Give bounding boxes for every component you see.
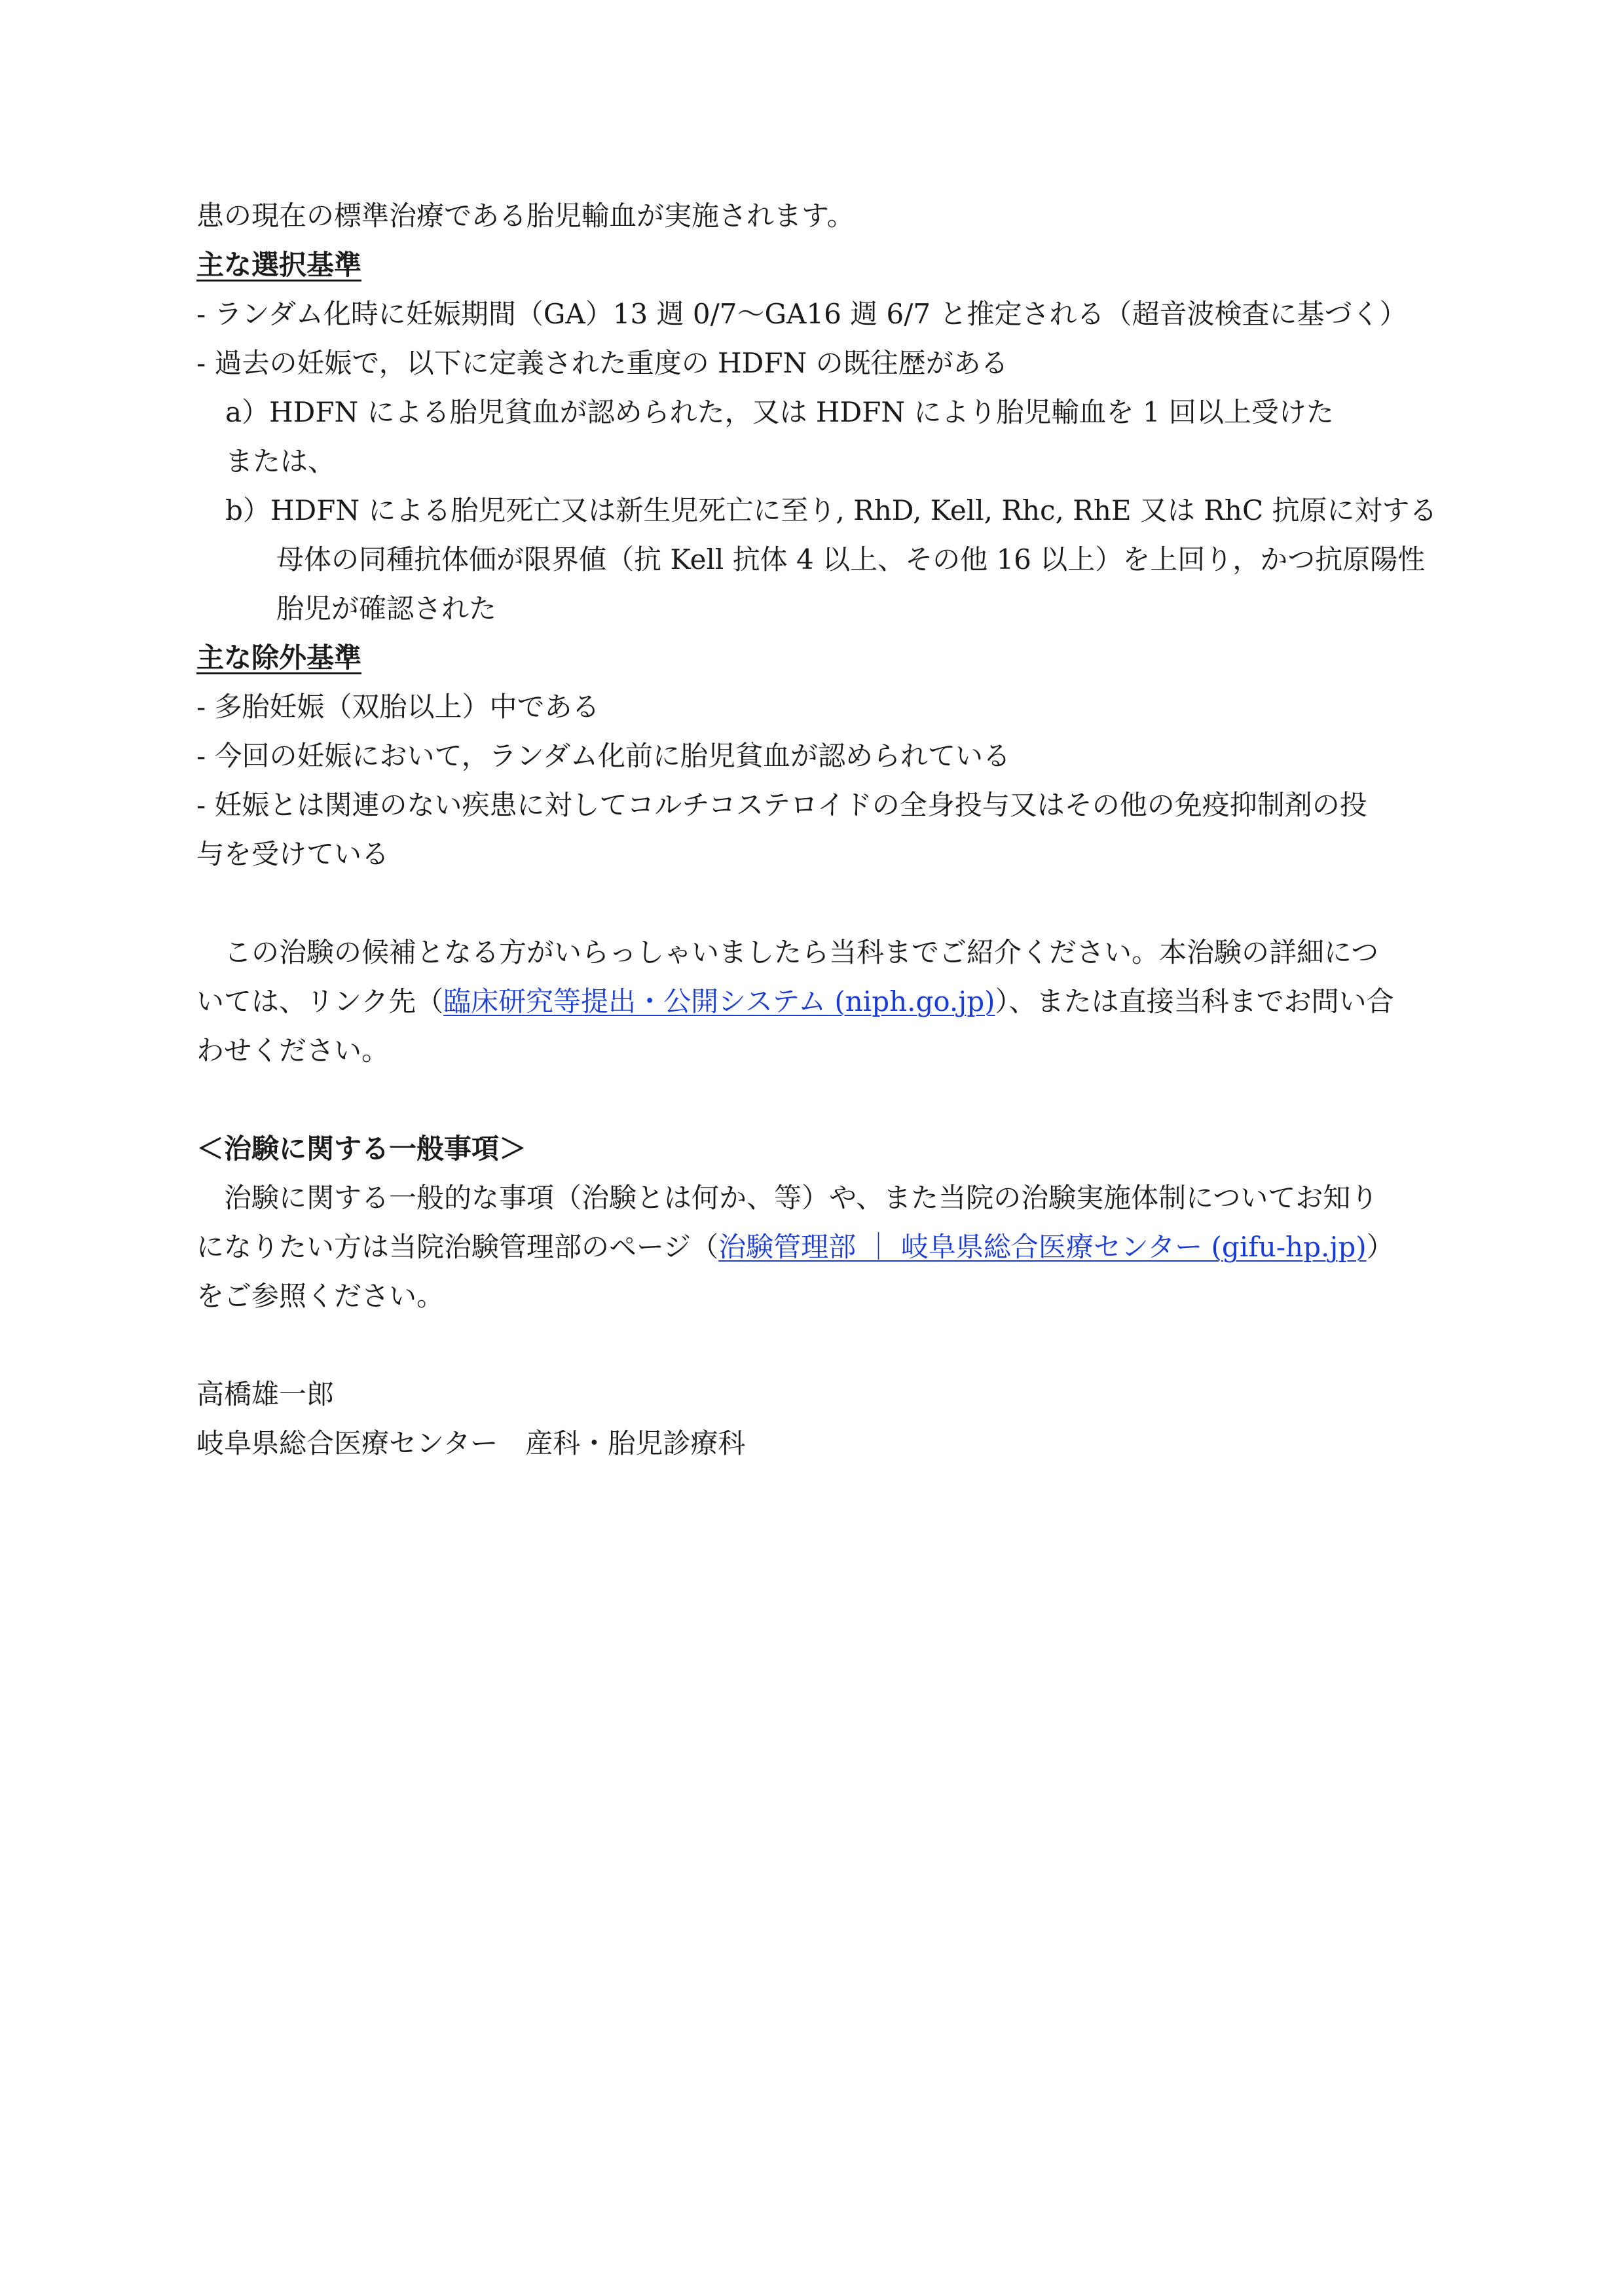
spacer: [196, 1321, 1441, 1370]
spacer: [196, 879, 1441, 928]
intro-tail: 患の現在の標準治療である胎児輸血が実施されます。: [196, 200, 855, 232]
trial-management-link[interactable]: 治験管理部 ｜ 岐阜県総合医療センター (gifu-hp.jp): [718, 1231, 1367, 1263]
signature-affiliation: 岐阜県総合医療センター 産科・胎児診療科: [196, 1427, 746, 1459]
inclusion-sub-a: a）HDFN による胎児貧血が認められた，又は HDFN により胎児輸血を 1 回以上受けた: [225, 396, 1334, 428]
exclusion-item: - 今回の妊娠において，ランダム化前に胎児貧血が認められている: [196, 740, 1011, 772]
general-line1: 治験に関する一般的な事項（治験とは何か、等）や、また当院の治験実施体制についてお知り: [224, 1182, 1378, 1214]
exclusion-item: - 妊娠とは関連のない疾患に対してコルチコステロイドの全身投与又はその他の免疫抑制剤の投: [196, 789, 1367, 821]
inclusion-or: または、: [225, 445, 336, 477]
general-line3: をご参照ください。: [196, 1280, 445, 1312]
inclusion-sub-b-line1: b）HDFN による胎児死亡又は新生児死亡に至り, RhD, Kell, Rhc, RhE 又は RhC 抗原に対する: [225, 494, 1437, 526]
general-line2: [196, 1222, 1441, 1271]
inclusion-sub-b-line2: 母体の同種抗体価が限界値（抗 Kell 抗体 4 以上、その他 16 以上）を上回り，かつ抗原陽性: [276, 543, 1426, 575]
referral-line2-after: ）、または直接当科までお問い合: [995, 985, 1394, 1017]
referral-line2-before: いては、リンク先（: [196, 985, 444, 1017]
document-page: [196, 191, 1441, 1468]
signature-name: 高橋雄一郎: [196, 1378, 335, 1410]
exclusion-item-continued: 与を受けている: [196, 838, 390, 870]
referral-line2: [196, 977, 1441, 1026]
inclusion-heading: 主な選択基準: [196, 249, 362, 281]
niph-registry-link[interactable]: 臨床研究等提出・公開システム (niph.go.jp): [443, 985, 995, 1017]
general-line2-after: ）: [1366, 1231, 1394, 1263]
general-heading: ＜治験に関する一般事項＞: [196, 1133, 527, 1165]
referral-line1: この治験の候補となる方がいらっしゃいましたら当科までご紹介ください。本治験の詳細につ: [224, 936, 1379, 968]
inclusion-item: - 過去の妊娠で，以下に定義された重度の HDFN の既往歴がある: [196, 347, 1008, 379]
exclusion-item: - 多胎妊娠（双胎以上）中である: [196, 691, 600, 723]
referral-line3: わせください。: [196, 1034, 390, 1066]
general-line2-before: になりたい方は当院治験管理部のページ（: [196, 1231, 719, 1263]
exclusion-heading: 主な除外基準: [196, 642, 362, 674]
inclusion-item: - ランダム化時に妊娠期間（GA）13 週 0/7〜GA16 週 6/7 と推定される（超音波検査に基づく）: [196, 298, 1407, 330]
inclusion-sub-b-line3: 胎児が確認された: [276, 592, 497, 625]
spacer: [196, 1075, 1441, 1124]
